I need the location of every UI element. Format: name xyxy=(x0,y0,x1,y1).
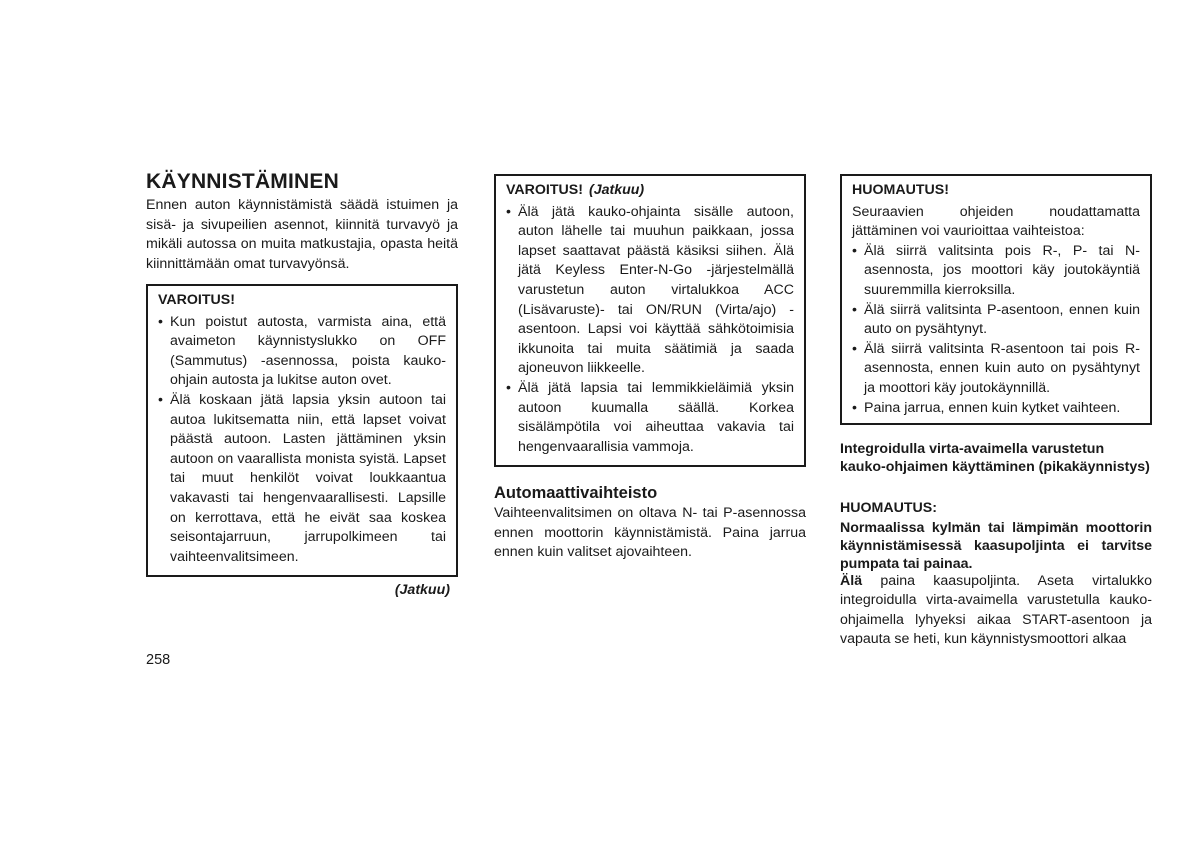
subsection-title: Automaattivaihteisto xyxy=(494,484,658,502)
note-heading: HUOMAUTUS! xyxy=(852,182,949,198)
warning-box xyxy=(146,284,458,577)
list-item: • Älä koskaan jätä lapsia yksin autoon tai autoa lukitsematta niin, että lapset voivat päästä autoon. Lasten jättäminen yksin autoon on vaarallista monista syistä. Lapset tai muut henkilöt voivat loukkaantua vakavasti tai hengenvaarallisesti. Lapsille on kerrottava, että he eivät saa koskea seisontajarruun, jarrupolkimeen tai vaihteenvalitsimeen. xyxy=(158,391,446,565)
list-item: • Älä siirrä valitsinta R-asentoon tai pois R-asennosta, ennen kuin auto on pysähtynyt ja moottori käy joutokäynnillä. xyxy=(852,340,1140,396)
bullet-icon: • xyxy=(852,301,857,318)
continued-label: (Jatkuu) xyxy=(394,582,450,598)
list-item: • Paina jarrua, ennen kuin kytket vaihteen. xyxy=(852,399,1140,419)
note2-text: Normaalissa kylmän tai lämpimän moottorin käynnistämisessä kaasupoljinta ei tarvitse pumpata tai painaa. xyxy=(840,520,1152,572)
page-number: 258 xyxy=(146,652,171,668)
final-paragraph: Älä paina kaasupoljinta. Aseta virtalukko integroidulla virta-avaimella varustetulla kauko-ohjaimella lyhyeksi aikaa START-asentoon ja vapauta se heti, kun käynnistysmoottori alkaa xyxy=(840,573,1152,648)
intro-paragraph: Ennen auton käynnistämistä säädä istuimen ja sisä- ja sivupeilien asennot, kiinnitä turvavyö ja mikäli autossa on muita matkustajia, opasta heitä kiinnittämään omat turvavyönsä. xyxy=(146,197,458,272)
note-box xyxy=(840,174,1152,425)
warning-heading: VAROITUS! xyxy=(158,292,235,308)
warning-heading: VAROITUS! (Jatkuu) xyxy=(506,182,645,198)
warning-list xyxy=(158,313,446,568)
bullet-icon: • xyxy=(852,340,857,357)
warning-box-continued xyxy=(494,174,806,467)
transmission-paragraph: Vaihteenvalitsimen on oltava N- tai P-asennossa ennen moottorin käynnistämistä. Paina jarrua ennen kuin valitset ajovaihteen. xyxy=(494,505,806,561)
bullet-icon: • xyxy=(852,242,857,259)
remote-start-heading: Integroidulla virta-avaimella varustetun kauko-ohjaimen käyttäminen (pikakäynnistys) xyxy=(840,441,1150,475)
list-item: • Älä jätä lapsia tai lemmikkieläimiä yksin autoon kuumalla säällä. Korkea sisälämpötila voi aiheuttaa vakavia tai hengenvaarallisia vammoja. xyxy=(506,379,794,455)
list-item: • Älä siirrä valitsinta pois R-, P- tai N-asennosta, jos moottori käy joutokäyntiä suuremmilla kierroksilla. xyxy=(852,242,1140,298)
section-title: KÄYNNISTÄMINEN xyxy=(146,170,339,193)
list-item: • Kun poistut autosta, varmista aina, että avaimeton käynnistyslukko on OFF (Sammutus) -asennossa, poista kauko-ohjain autosta ja lukitse auton ovet. xyxy=(158,313,446,389)
list-item: • Älä jätä kauko-ohjainta sisälle autoon, auton lähelle tai muuhun paikkaan, jossa lapset saattavat päästä käsiksi siihen. Älä jätä Keyless Enter-N-Go -järjestelmällä varustetun auton virtalukkoa ACC (Lisävaruste)- tai ON/RUN (Virta/ajo) -asentoon. Lapsi voi käyttää sähkötoimisia ikkunoita tai muita säätimiä ja saada ajoneuvon liikkeelle. xyxy=(506,203,794,377)
note-intro: Seuraavien ohjeiden noudattamatta jättäminen voi vaurioittaa vaihteistoa: xyxy=(852,203,1140,240)
bullet-icon: • xyxy=(506,203,511,220)
note-list xyxy=(852,242,1140,418)
bullet-icon: • xyxy=(158,391,163,408)
list-item: • Älä siirrä valitsinta P-asentoon, ennen kuin auto on pysähtynyt. xyxy=(852,301,1140,338)
warning-list xyxy=(506,203,794,458)
bullet-icon: • xyxy=(852,399,857,416)
note2-heading: HUOMAUTUS: xyxy=(840,500,937,516)
bullet-icon: • xyxy=(506,379,511,396)
bullet-icon: • xyxy=(158,313,163,330)
